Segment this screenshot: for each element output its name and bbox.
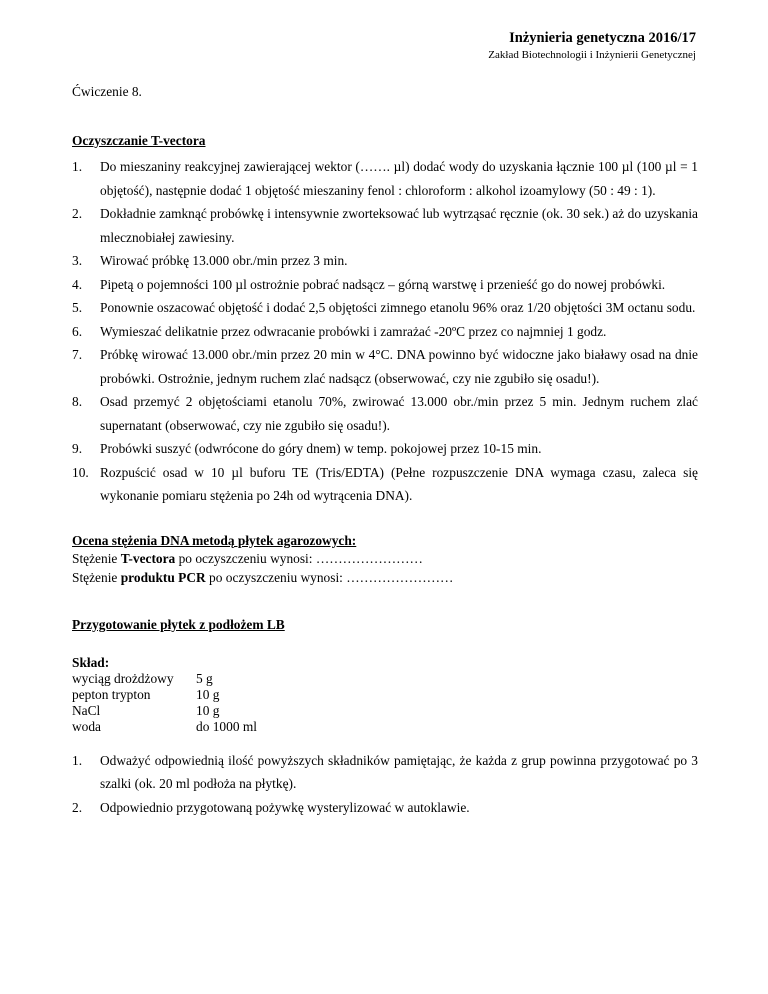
step-number: 4.	[72, 276, 83, 292]
ingredient-amount: do 1000 ml	[196, 718, 258, 734]
page-header	[488, 28, 696, 62]
step-text: Dokładnie zamknąć probówkę i intensywnie zworteksować lub wytrząsać ręcznie (ok. 30 sek.) aż do uzyskania mlecznobiałej zawiesiny.	[100, 206, 698, 245]
table-row	[72, 671, 257, 687]
conc-prefix: Stężenie	[72, 569, 121, 585]
lb-steps	[72, 749, 698, 820]
section-heading-lb-plates: Przygotowanie płytek z podłożem LB	[72, 616, 285, 632]
step-number: 2.	[72, 206, 83, 221]
list-item	[72, 273, 698, 297]
step-number: 1.	[72, 752, 83, 768]
step-number: 1.	[72, 159, 83, 174]
step-text: Pipetą o pojemności 100 µl ostrożnie pobrać nadsącz – górną warstwę i przenieść go do nowej probówki.	[100, 276, 666, 292]
ingredient-name: woda	[72, 718, 102, 734]
step-text: Osad przemyć 2 objętościami etanolu 70%, zwirować 13.000 obr./min przez 5 min. Jednym ruchem zlać supernatant (obserwować, czy nie zgubiło się osadu!).	[100, 394, 698, 433]
step-number: 5.	[72, 300, 83, 315]
table-row	[72, 703, 257, 719]
list-item	[72, 749, 698, 796]
ingredient-name: pepton trypton	[72, 686, 151, 702]
conc-subject: produktu PCR	[120, 569, 206, 585]
purification-steps	[72, 155, 698, 508]
step-number: 10.	[72, 464, 89, 480]
concentration-line-tvector	[72, 549, 698, 568]
composition-label: Skład:	[72, 654, 110, 670]
step-number: 7.	[72, 347, 83, 362]
header-subtitle: Zakład Biotechnologii i Inżynierii Genetycznej	[488, 49, 696, 61]
ingredient-name: wyciąg drożdżowy	[72, 670, 174, 686]
exercise-title: Ćwiczenie 8.	[72, 84, 142, 99]
list-item	[72, 296, 698, 320]
conc-suffix: po oczyszczeniu wynosi: ……………………	[175, 550, 423, 566]
conc-prefix: Stężenie	[72, 550, 121, 566]
section-heading-concentration: Ocena stężenia DNA metodą płytek agarozowych:	[72, 532, 357, 548]
step-number: 3.	[72, 253, 83, 268]
conc-suffix: po oczyszczeniu wynosi: ……………………	[205, 569, 454, 585]
header-title: Inżynieria genetyczna 2016/17	[509, 30, 696, 46]
list-item	[72, 796, 698, 820]
list-item	[72, 249, 698, 273]
table-row	[72, 687, 257, 703]
list-item	[72, 155, 698, 202]
ingredient-amount: 5 g	[196, 670, 213, 686]
list-item	[72, 461, 698, 508]
list-item	[72, 390, 698, 437]
step-text: Probówki suszyć (odwrócone do góry dnem) w temp. pokojowej przez 10-15 min.	[100, 441, 542, 456]
concentration-line-pcr	[72, 568, 698, 587]
ingredient-amount: 10 g	[196, 702, 220, 718]
step-number: 8.	[72, 394, 83, 409]
composition-block	[72, 655, 698, 735]
step-text: Odważyć odpowiednią ilość powyższych składników pamiętając, że każda z grup powinna przygotować po 3 szalki (ok. 20 ml podłoża na płytkę).	[100, 752, 698, 791]
step-number: 2.	[72, 799, 83, 815]
table-row	[72, 719, 257, 735]
step-text: Wymieszać delikatnie przez odwracanie probówki i zamrażać -20ºC przez co najmniej 1 godz.	[100, 323, 607, 339]
step-text: Do mieszaniny reakcyjnej zawierającej wektor (……. µl) dodać wody do uzyskania łącznie 100 µl (100 µl = 1 objętość), następnie dodać 1 objętość mieszaniny fenol : chloroform : alkohol izoamylowy (50 : 49 : 1).	[100, 159, 698, 198]
step-text: Odpowiednio przygotowaną pożywkę wysterylizować w autoklawie.	[100, 799, 470, 815]
list-item	[72, 320, 698, 344]
list-item	[72, 202, 698, 249]
section-heading-purification: Oczyszczanie T-vectora	[72, 133, 206, 148]
step-number: 6.	[72, 323, 83, 339]
step-number: 9.	[72, 441, 83, 456]
step-text: Ponownie oszacować objętość i dodać 2,5 objętości zimnego etanolu 96% oraz 1/20 objętości 3M octanu sodu.	[100, 300, 696, 315]
ingredient-amount: 10 g	[196, 686, 220, 702]
list-item	[72, 343, 698, 390]
ingredient-name: NaCl	[72, 702, 101, 718]
conc-subject: T-vectora	[120, 550, 176, 566]
step-text: Wirować próbkę 13.000 obr./min przez 3 min.	[100, 253, 348, 268]
step-text: Próbkę wirować 13.000 obr./min przez 20 min w 4°C. DNA powinno być widoczne jako białawy osad na dnie probówki. Ostrożnie, jednym ruchem zlać nadsącz (obserwować, czy nie zgubiło się osadu!).	[100, 347, 698, 386]
list-item	[72, 437, 698, 461]
step-text: Rozpuścić osad w 10 µl buforu TE (Tris/EDTA) (Pełne rozpuszczenie DNA wymaga czasu, zaleca się wykonanie pomiaru stężenia po 24h od wytrącenia DNA).	[100, 464, 698, 503]
composition-table	[72, 671, 257, 735]
document-body	[72, 76, 698, 819]
